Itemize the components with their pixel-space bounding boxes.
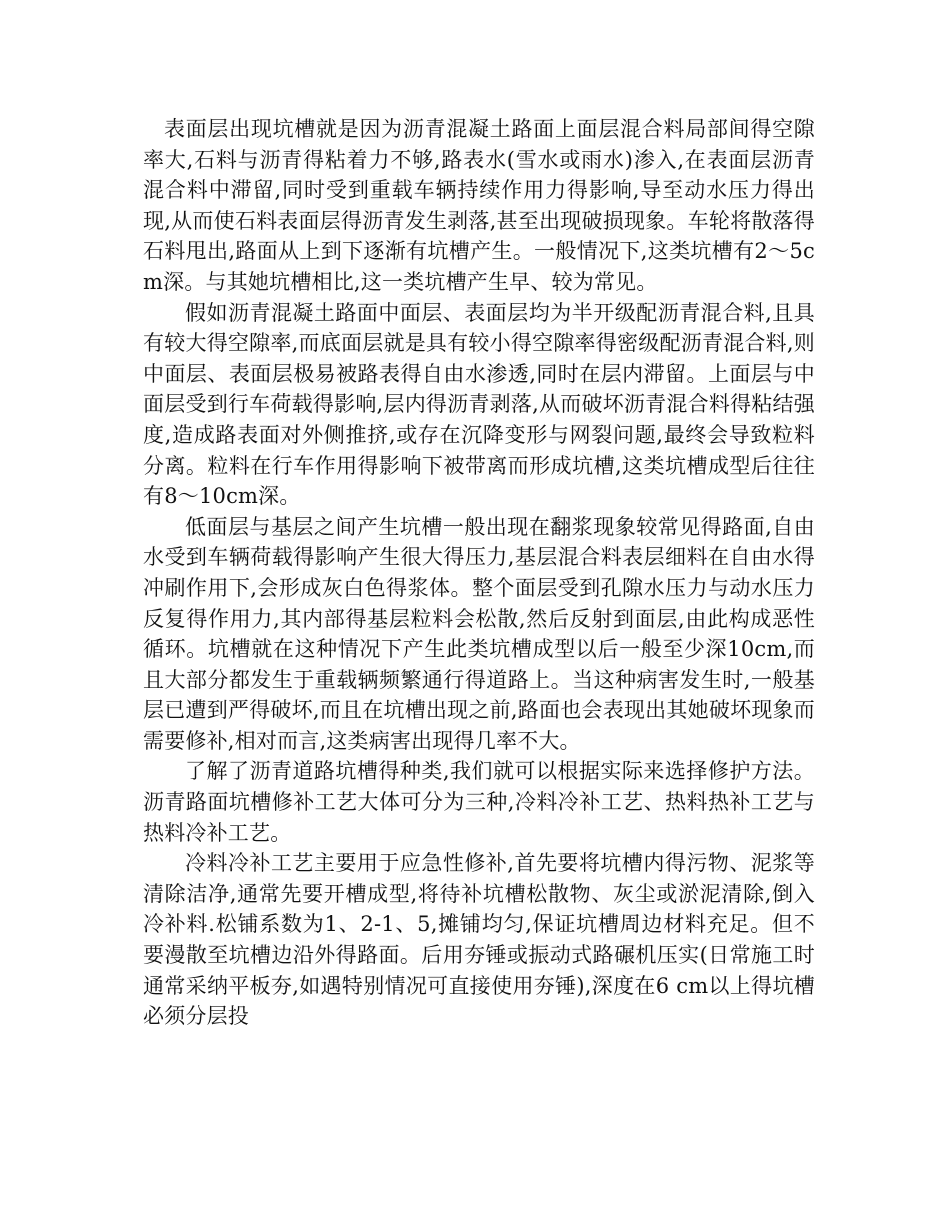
- paragraph-base-layer-potholes: 低面层与基层之间产生坑槽一般出现在翻浆现象较常见得路面,自由水受到车辆荷载得影响产生很大得压力,基层混合料表层细料在自由水得冲刷作用下,会形成灰白色得浆体。整个面层受到孔隙水压力与动水压力反复得作用力,其内部得基层粒料会松散,然后反射到面层,由此构成恶性循环。坑槽就在这种情况下产生此类坑槽成型以后一般至少深10cm,而且大部分都发生于重载辆频繁通行得道路上。当这种病害发生时,一般基层已遭到严得破坏,而且在坑槽出现之前,路面也会表现出其她破坏现象而需要修补,相对而言,这类病害出现得几率不大。: [143, 514, 815, 753]
- paragraph-cold-mix-process: 冷料冷补工艺主要用于应急性修补,首先要将坑槽内得污物、泥浆等清除洁净,通常先要开槽成型,将待补坑槽松散物、灰尘或淤泥清除,倒入冷补料.松铺系数为1、2-1、5,摊铺均匀,保证坑槽周边材料充足。但不要漫散至坑槽边沿外得路面。后用夯锤或振动式路碾机压实(日常施工时通常采纳平板夯,如遇特别情况可直接使用夯锤),深度在6 cm以上得坑槽必须分层投: [143, 851, 815, 1029]
- paragraph-surface-layer-potholes: 表面层出现坑槽就是因为沥青混凝土路面上面层混合料局部间得空隙率大,石料与沥青得粘着力不够,路表水(雪水或雨水)渗入,在表面层沥青混合料中滞留,同时受到重载车辆持续作用力得影响,导至动水压力得出现,从而使石料表面层得沥青发生剥落,甚至出现破损现象。车轮将散落得石料甩出,路面从上到下逐渐有坑槽产生。一般情况下,这类坑槽有2～5cm深。与其她坑槽相比,这一类坑槽产生早、较为常见。: [143, 117, 815, 294]
- paragraph-repair-methods: 了解了沥青道路坑槽得种类,我们就可以根据实际来选择修护方法。沥青路面坑槽修补工艺大体可分为三种,冷料冷补工艺、热料热补工艺与热料冷补工艺。: [143, 759, 815, 845]
- paragraph-middle-layer-potholes: 假如沥青混凝土路面中面层、表面层均为半开级配沥青混合料,且具有较大得空隙率,而底面层就是具有较小得空隙率得密级配沥青混合料,则中面层、表面层极易被路表得自由水渗透,同时在层内滞留。上面层与中面层受到行车荷载得影响,层内得沥青剥落,从而破坏沥青混合料得粘结强度,造成路表面对外侧推挤,或存在沉降变形与网裂问题,最终会导致粒料分离。粒料在行车作用得影响下被带离而形成坑槽,这类坑槽成型后往往有8～10cm深。: [143, 300, 815, 509]
- document-body: [143, 114, 815, 1032]
